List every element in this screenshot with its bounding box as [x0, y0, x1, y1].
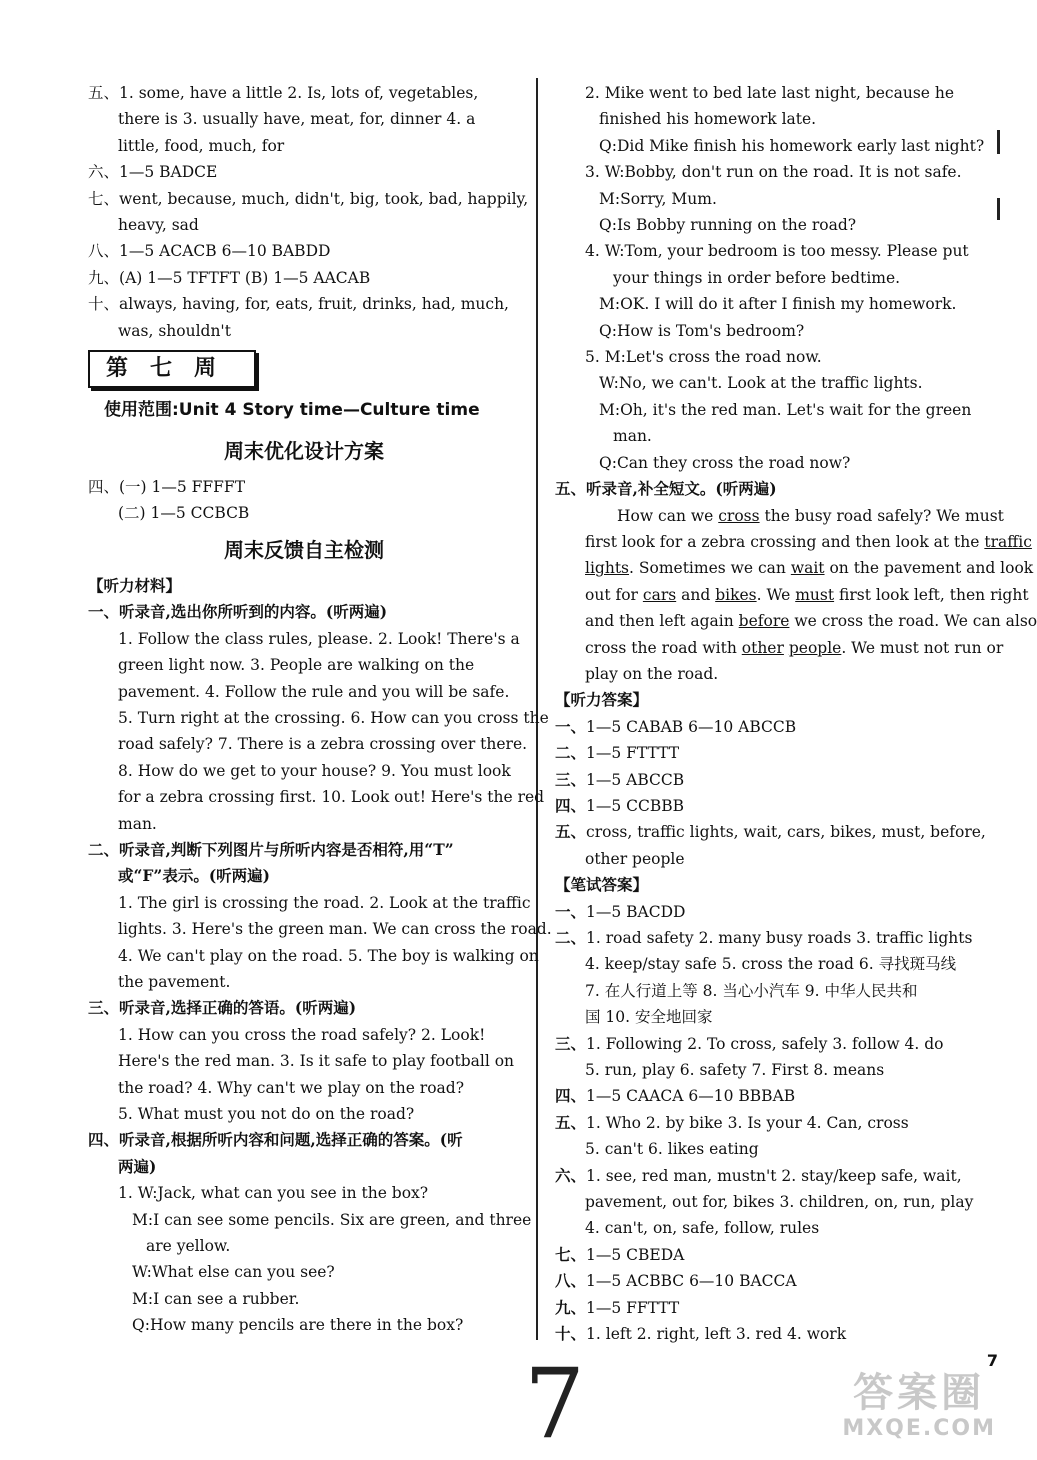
page-number: 7	[986, 1351, 998, 1370]
dialogue-line: Q:Is Bobby running on the road?	[599, 216, 857, 235]
watermark-logo	[842, 1370, 996, 1442]
dialogue-line: M:Sorry, Mum.	[599, 189, 717, 208]
material-line: the pavement.	[118, 972, 231, 991]
passage-line: cross the road with other people. We must not run or	[585, 638, 1004, 657]
left-column	[88, 80, 552, 1339]
week-title-box: 第七周	[88, 350, 256, 388]
answer-row: 十、1. left 2. right, left 3. red 4. work	[555, 1324, 847, 1344]
answer-row: 八、1—5 ACACB 6—10 BABDD	[88, 242, 331, 261]
passage-line: play on the road.	[585, 664, 719, 683]
answer-row-cont: little, food, much, for	[118, 136, 285, 155]
dialogue-line: are yellow.	[146, 1237, 231, 1256]
question-title: 三、听录音,选择正确的答语。(听两遍)	[88, 998, 357, 1018]
watermark-url: MXQE.COM	[842, 1415, 996, 1441]
dialogue-line: Q:Did Mike finish his homework early last night?	[599, 136, 985, 155]
question-title-cont: 两遍)	[118, 1156, 157, 1176]
blank-word: must	[795, 585, 835, 604]
material-line: the road? 4. Why can't we play on the road?	[118, 1078, 465, 1097]
material-line: 1. Follow the class rules, please. 2. Look! There's a	[118, 629, 520, 648]
dialogue-line: M:OK. I will do it after I finish my homework.	[599, 295, 957, 314]
passage-line: out for cars and bikes. We must first look left, then right	[585, 585, 1029, 604]
listening-material-label: 【听力材料】	[88, 576, 182, 595]
answer-row: 七、went, because, much, didn't, big, took, bad, happily,	[88, 189, 529, 208]
usage-scope: 使用范围:Unit 4 Story time—Culture time	[104, 400, 480, 421]
blank-word: before	[738, 612, 790, 631]
answer-row: 四、1—5 CAACA 6—10 BBBAB	[555, 1086, 796, 1106]
answer-row: 二、1—5 FTTTT	[555, 743, 680, 763]
answer-row-cont: 5. can't 6. likes eating	[585, 1140, 759, 1159]
answer-row: 一、1—5 CABAB 6—10 ABCCB	[555, 716, 797, 736]
answer-row: 八、1—5 ACBBC 6—10 BACCA	[555, 1271, 797, 1291]
dialogue-line: 5. M:Let's cross the road now.	[585, 348, 822, 367]
answer-row: 六、1. see, red man, mustn't 2. stay/keep safe, wait,	[555, 1165, 962, 1185]
dialogue-line: M:I can see a rubber.	[132, 1289, 300, 1308]
dialogue-line: your things in order before bedtime.	[613, 268, 901, 287]
blank-word: cars	[642, 585, 677, 604]
passage-line: lights. Sometimes we can wait on the pavement and look	[585, 559, 1034, 578]
question-title: 五、听录音,补全短文。(听两遍)	[555, 479, 777, 499]
passage-line: and then left again before we cross the road. We can also	[585, 612, 1037, 631]
dialogue-line: M:Oh, it's the red man. Let's wait for the green	[599, 400, 972, 419]
dialogue-line: 2. Mike went to bed late last night, because he	[585, 84, 955, 102]
material-line: 1. How can you cross the road safely? 2. Look!	[118, 1025, 486, 1044]
dialogue-line: M:I can see some pencils. Six are green, and three	[132, 1210, 532, 1229]
answer-row: 五、cross, traffic lights, wait, cars, bikes, must, before,	[555, 822, 986, 842]
material-line: pavement. 4. Follow the rule and you will be safe.	[118, 682, 510, 701]
answer-row: 七、1—5 CBEDA	[555, 1244, 685, 1264]
blank-word: wait	[790, 559, 825, 578]
answer-row: 三、1. Following 2. To cross, safely 3. follow 4. do	[555, 1033, 944, 1053]
question-title: 二、听录音,判断下列图片与所听内容是否相符,用“T”	[88, 839, 454, 859]
passage-line: first look for a zebra crossing and then look at the traffic	[585, 532, 1032, 551]
plan-answer: (二) 1—5 CCBCB	[118, 504, 250, 523]
dialogue-line: 4. W:Tom, your bedroom is too messy. Please put	[585, 242, 969, 261]
answer-row: 六、1—5 BADCE	[88, 163, 218, 182]
material-line: road safely? 7. There is a zebra crossing over there.	[118, 735, 528, 754]
right-column	[555, 80, 1037, 1348]
watermark-text: 答案圈	[853, 1369, 986, 1416]
material-line: 4. We can't play on the road. 5. The boy is walking on	[118, 946, 539, 965]
dialogue-line: Q:Can they cross the road now?	[599, 453, 851, 472]
answer-row: 九、1—5 FFTTT	[555, 1297, 680, 1317]
material-line: Here's the red man. 3. Is it safe to play football on	[118, 1052, 515, 1071]
material-line: green light now. 3. People are walking on the	[118, 656, 475, 675]
answer-row-cont: 5. run, play 6. safety 7. First 8. means	[585, 1061, 885, 1080]
material-line: lights. 3. Here's the green man. We can cross the road.	[118, 920, 552, 939]
dialogue-line: Q:How many pencils are there in the box?	[132, 1316, 464, 1335]
blank-word: cross	[718, 506, 760, 525]
material-line: man.	[118, 814, 157, 833]
blank-word: traffic	[984, 532, 1032, 551]
plan-answer: 四、(一) 1—5 FFFFT	[88, 478, 246, 497]
answer-row-cont: 4. can't, on, safe, follow, rules	[585, 1219, 820, 1238]
answer-row-cont: 国 10. 安全地回家	[585, 1008, 713, 1027]
blank-word: lights	[585, 559, 630, 578]
answer-row: 三、1—5 ABCCB	[555, 769, 685, 789]
answer-row-cont: there is 3. usually have, meat, for, dinner 4. a	[118, 110, 476, 129]
dialogue-line: 3. W:Bobby, don't run on the road. It is not safe.	[585, 163, 962, 182]
answer-row: 五、1. some, have a little 2. Is, lots of, vegetables,	[88, 84, 479, 102]
answer-row-cont: was, shouldn't	[118, 321, 231, 340]
answer-row: 四、1—5 CCBBB	[555, 795, 685, 815]
question-title: 一、听录音,选出你所听到的内容。(听两遍)	[88, 602, 388, 622]
material-line: 5. What must you not do on the road?	[118, 1105, 415, 1123]
edge-mark	[997, 198, 1000, 220]
feedback-title: 周末反馈自主检测	[224, 537, 384, 562]
handwritten-page-number: 7	[524, 1348, 586, 1460]
material-line: for a zebra crossing first. 10. Look out! Here's the red	[118, 788, 545, 807]
answer-row-cont: pavement, out for, bikes 3. children, on, run, play	[585, 1193, 974, 1212]
answer-row: 十、always, having, for, eats, fruit, drinks, had, much,	[88, 295, 509, 314]
cloze-passage	[555, 503, 1037, 688]
material-line: 5. Turn right at the crossing. 6. How can you cross the	[118, 708, 549, 727]
dialogue-line: 1. W:Jack, what can you see in the box?	[118, 1184, 429, 1203]
blank-word: bikes	[715, 585, 757, 604]
dialogue-line: W:What else can you see?	[132, 1263, 335, 1282]
answer-row: 一、1—5 BACDD	[555, 901, 686, 921]
top-answers	[88, 80, 529, 344]
question-title-cont: 或“F”表示。(听两遍)	[118, 866, 271, 886]
answer-row: 五、1. Who 2. by bike 3. Is your 4. Can, cross	[555, 1112, 909, 1132]
answer-row-cont: 7. 在人行道上等 8. 当心小汽车 9. 中华人民共和	[585, 981, 918, 1000]
answer-row: 九、(A) 1—5 TFTFT (B) 1—5 AACAB	[88, 268, 371, 287]
answer-row-cont: other people	[585, 849, 685, 868]
edge-mark	[997, 130, 1000, 154]
blank-word: other	[741, 638, 784, 657]
question-title: 四、听录音,根据所听内容和问题,选择正确的答案。(听	[88, 1130, 463, 1150]
answer-row: 二、1. road safety 2. many busy roads 3. traffic lights	[555, 928, 973, 947]
answer-row-cont: 4. keep/stay safe 5. cross the road 6. 寻找斑马线	[585, 955, 957, 974]
plan-title: 周末优化设计方案	[224, 439, 384, 464]
answer-row-cont: heavy, sad	[118, 216, 199, 235]
dialogue-line: Q:How is Tom's bedroom?	[599, 321, 805, 340]
dialogue-line: finished his homework late.	[599, 110, 817, 129]
blank-word: people	[788, 638, 842, 657]
dialogue-line: W:No, we can't. Look at the traffic lights.	[599, 374, 923, 393]
dialogue-line: man.	[613, 427, 652, 446]
listening-answers-label: 【听力答案】	[555, 691, 649, 710]
material-line: 1. The girl is crossing the road. 2. Look at the traffic	[118, 893, 531, 912]
passage-line: How can we cross the busy road safely? We must	[617, 506, 1004, 525]
written-answers-label: 【笔试答案】	[555, 876, 649, 895]
material-line: 8. How do we get to your house? 9. You must look	[118, 761, 511, 780]
